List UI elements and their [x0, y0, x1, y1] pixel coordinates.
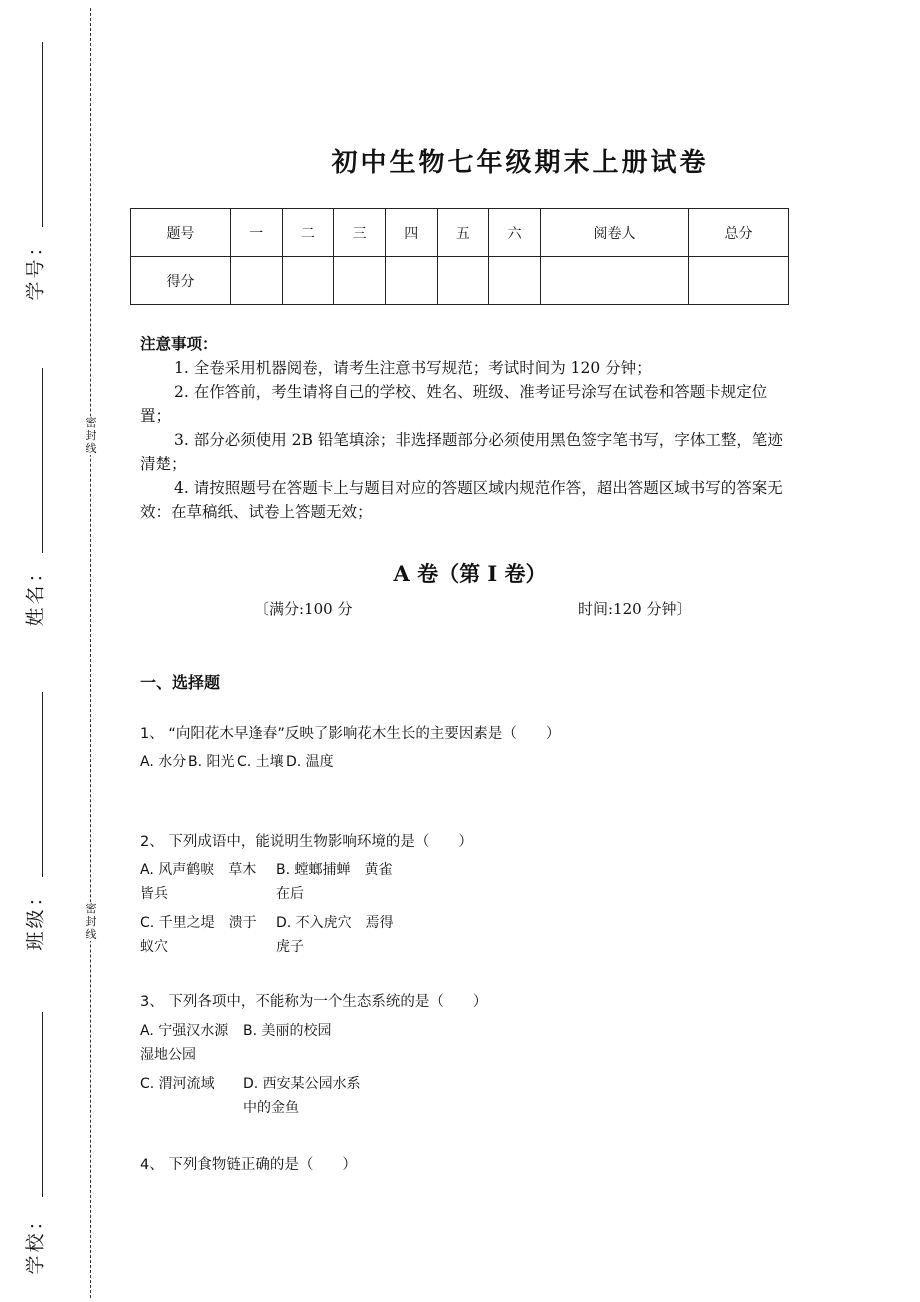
score-cell: 总分 — [689, 209, 789, 257]
section-title: 一、选择题 — [140, 673, 221, 692]
question-stem: 3、 下列各项中，不能称为一个生态系统的是（ ） — [140, 994, 488, 1010]
score-cell: 题号 — [131, 209, 231, 257]
score-input-cell[interactable] — [230, 257, 282, 305]
school-label: 学校： — [24, 1207, 47, 1275]
score-cell: 三 — [334, 209, 386, 257]
class-label: 班级： — [24, 883, 47, 951]
answer-option[interactable]: A. 风声鹤唳 草木皆兵 — [140, 862, 257, 902]
volume-title: A 卷（第 I 卷） — [393, 561, 547, 586]
score-table — [130, 208, 789, 305]
score-cell: 二 — [282, 209, 334, 257]
score-input-cell[interactable] — [334, 257, 386, 305]
score-input-cell[interactable] — [489, 257, 541, 305]
answer-option[interactable]: C. 土壤 — [237, 754, 284, 770]
notes-item: 2. 在作答前，考生请将自己的学校、姓名、班级、准考证号涂写在试卷和答题卡规定位置； — [140, 383, 768, 425]
score-cell: 四 — [385, 209, 437, 257]
answer-option[interactable]: C. 千里之堤 溃于蚁穴 — [140, 915, 257, 955]
score-cell: 五 — [437, 209, 489, 257]
seal-line-text-lower: 密封线 — [83, 902, 99, 941]
answer-option[interactable]: B. 美丽的校园 — [243, 1023, 332, 1039]
answer-option[interactable]: B. 阳光 — [188, 754, 235, 770]
name-line[interactable] — [42, 368, 43, 553]
answer-option[interactable]: D. 西安某公园水系中的金鱼 — [243, 1076, 361, 1116]
answer-option[interactable]: C. 渭河流域 — [140, 1076, 215, 1092]
seal-line-text-upper: 密封线 — [83, 416, 99, 455]
score-table-score-row — [131, 257, 789, 305]
question-stem: 4、 下列食物链正确的是（ ） — [140, 1157, 357, 1173]
score-cell: 一 — [230, 209, 282, 257]
score-input-cell[interactable] — [385, 257, 437, 305]
score-row-label: 得分 — [131, 257, 231, 305]
class-line[interactable] — [42, 692, 43, 877]
question-stem: 1、 “向阳花木早逢春”反映了影响花木生长的主要因素是（ ） — [140, 726, 561, 742]
notes-item: 1. 全卷采用机器阅卷，请考生注意书写规范；考试时间为 120 分钟； — [174, 359, 652, 377]
answer-option[interactable]: B. 螳螂捕蝉 黄雀在后 — [276, 862, 393, 902]
full-score: 〔满分:100 分 — [254, 600, 353, 618]
student-id-line[interactable] — [42, 42, 43, 227]
seal-dashed-line — [90, 8, 91, 1298]
answer-option[interactable]: D. 温度 — [286, 754, 334, 770]
score-input-cell[interactable] — [437, 257, 489, 305]
notes-item: 4. 请按照题号在答题卡上与题目对应的答题区域内规范作答，超出答题区域书写的答案无效：在草稿纸、试卷上答题无效； — [140, 479, 783, 521]
question-stem: 2、 下列成语中，能说明生物影响环境的是（ ） — [140, 834, 473, 850]
score-cell: 阅卷人 — [540, 209, 688, 257]
score-table-header-row — [131, 209, 789, 257]
notes-item: 3. 部分必须使用 2B 铅笔填涂；非选择题部分必须使用黑色签字笔书写，字体工整，笔迹清楚； — [140, 431, 783, 473]
score-input-cell[interactable] — [540, 257, 688, 305]
notes-heading: 注意事项： — [140, 334, 218, 353]
exam-notes — [140, 332, 785, 524]
exam-title: 初中生物七年级期末上册试卷 — [331, 148, 709, 178]
score-input-cell[interactable] — [689, 257, 789, 305]
answer-option[interactable]: D. 不入虎穴 焉得虎子 — [276, 915, 394, 955]
exam-time: 时间:120 分钟〕 — [578, 600, 692, 618]
answer-option[interactable]: A. 水分 — [140, 754, 187, 770]
name-label: 姓名： — [24, 559, 47, 627]
student-id-label: 学号： — [24, 233, 47, 301]
answer-option[interactable]: A. 宁强汉水源湿地公园 — [140, 1023, 229, 1063]
score-input-cell[interactable] — [282, 257, 334, 305]
school-line[interactable] — [42, 1012, 43, 1197]
score-cell: 六 — [489, 209, 541, 257]
